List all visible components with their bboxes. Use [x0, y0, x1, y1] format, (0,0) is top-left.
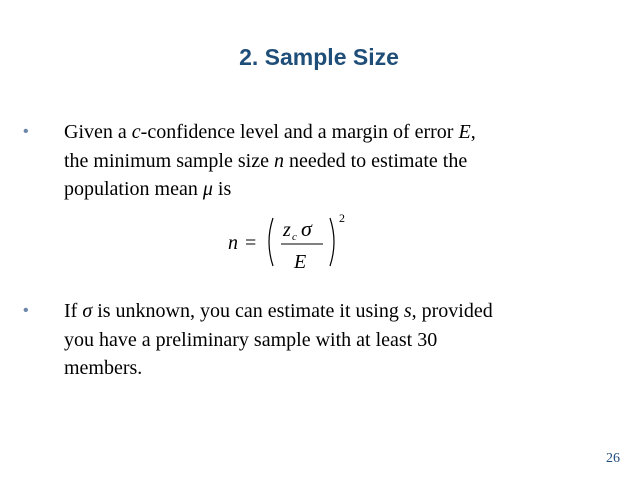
bullet-unknown-sigma [23, 297, 610, 383]
var-c: c [131, 121, 141, 143]
formula-z: z [283, 219, 291, 241]
sample-size-formula [225, 208, 355, 278]
page-number: 26 [606, 451, 620, 466]
formula-subscript-c: c [292, 231, 297, 243]
formula-sigma: σ [301, 216, 312, 241]
formula-lhs-n: n [228, 232, 238, 254]
slide-title: 2. Sample Size [239, 44, 399, 70]
formula-equals: = [245, 232, 257, 254]
var-mu: μ [202, 178, 213, 200]
bullet-2-line-2: you have a preliminary sample with at least 30 [64, 328, 438, 351]
var-s: s [403, 300, 412, 322]
bullet-1-line-2: the minimum sample size n needed to estimate the [64, 149, 468, 172]
bullet-2-line-1: If σ is unknown, you can estimate it using s, provided [64, 300, 493, 322]
bullet-sample-size-definition [23, 118, 610, 204]
left-paren [269, 218, 273, 266]
bullet-dot-icon: • [23, 302, 29, 319]
bullet-2-line-3: members. [64, 357, 143, 379]
bullet-dot-icon: • [23, 123, 29, 140]
var-E: E [458, 121, 471, 143]
right-paren [330, 218, 334, 266]
formula-denominator-E: E [294, 251, 307, 273]
var-sigma: σ [82, 300, 93, 322]
formula-exponent: 2 [339, 211, 345, 225]
var-n: n [273, 149, 284, 172]
bullet-1-line-1: Given a c-confidence level and a margin of error E, [64, 121, 476, 143]
bullet-1-line-3: population mean μ is [64, 178, 232, 200]
